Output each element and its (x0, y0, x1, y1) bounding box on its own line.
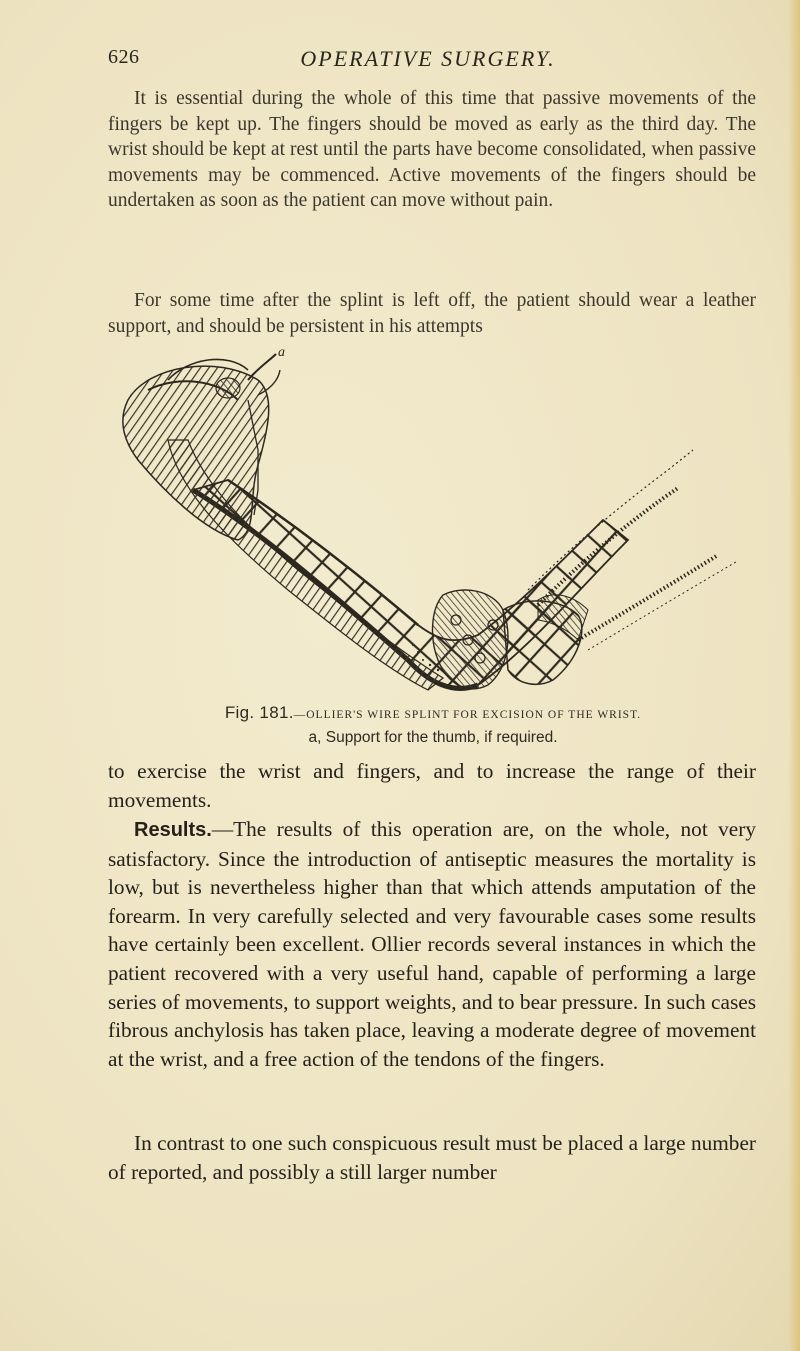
figure-caption (108, 703, 758, 723)
page-header (108, 46, 748, 74)
thumb-support-a (248, 354, 276, 380)
figure-note: a, Support for the thumb, if required. (308, 729, 558, 746)
paragraph-leather-support: For some time after the splint is left off, the patient should wear a leather support, and should be persistent in his attempts (108, 290, 756, 337)
wire-splint-illustration (108, 340, 758, 710)
figure-number: Fig. 181. (224, 703, 294, 722)
paragraph-results (108, 815, 756, 1073)
page-edge (788, 0, 800, 1351)
running-head: OPERATIVE SURGERY. (300, 46, 556, 71)
figure-title: —OLLIER'S WIRE SPLINT FOR EXCISION OF THE WRIST. (293, 709, 642, 721)
page-number: 626 (108, 46, 140, 68)
paragraph-passive-movements: It is essential during the whole of this time that passive movements of the fingers be kept up. The fingers should be moved as early as the third day. The wrist should be kept at rest until the parts have become consolidated, when passive movements may be commenced. Active movements of the fingers should be undertaken as soon as the patient can move without pain. (108, 88, 756, 212)
results-heading: Results. (134, 819, 212, 841)
figure-label-a: a (278, 345, 285, 360)
paragraph-exercise: to exercise the wrist and fingers, and to increase the range of their movements. (108, 759, 756, 812)
results-text: —The results of this operation are, on the whole, not very satisfactory. Since the introduction of antiseptic measures the mortality is low, but is nevertheless higher than that which attends amputation of the forearm. In very carefully selected and very favourable cases some results have certainly been excellent. Ollier records several instances in which the patient recovered with a very useful hand, capable of performing a large series of movements, to support weights, and to bear pressure. In such cases fibrous anchylosis has taken place, leaving a moderate degree of movement at the wrist, and a free action of the tendons of the fingers. (108, 817, 756, 1071)
splint-engraving (108, 340, 758, 710)
knuckle-pad (216, 378, 240, 398)
paragraph-contrast: In contrast to one such conspicuous result must be placed a large number of reported, and possibly a still larger number (108, 1131, 756, 1184)
